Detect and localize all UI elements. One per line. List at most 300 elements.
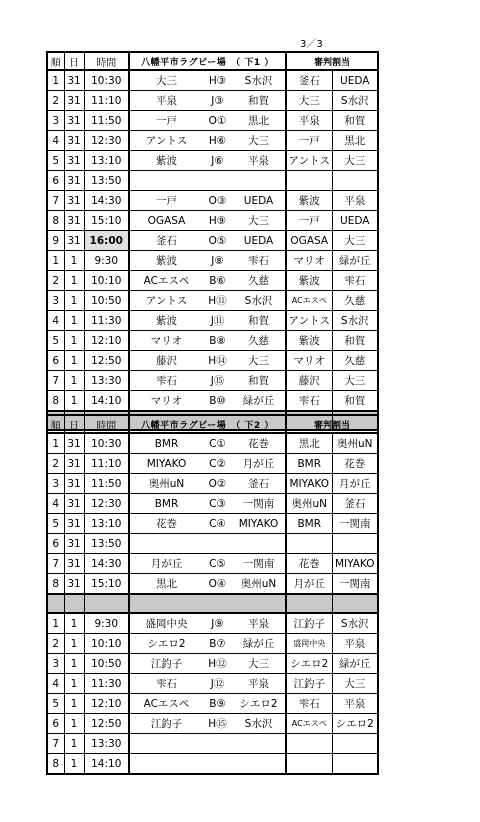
match-code (203, 754, 232, 775)
table-row (47, 734, 378, 754)
home-team: 紫波 (129, 151, 203, 171)
match-day: 31 (64, 191, 84, 211)
col-header-day: 日 (64, 52, 84, 70)
match-code: J⑨ (203, 613, 232, 634)
referee-2: S水沢 (332, 91, 378, 111)
match-code: H⑨ (203, 211, 232, 231)
table-row (47, 433, 378, 454)
table-row (47, 391, 378, 412)
table-row (47, 754, 378, 775)
referee-2 (332, 534, 378, 554)
match-time: 11:30 (84, 311, 129, 331)
match-day: 31 (64, 574, 84, 595)
match-day: 1 (64, 291, 84, 311)
table-row (47, 211, 378, 231)
table-row (47, 131, 378, 151)
match-no: 4 (47, 131, 64, 151)
table-row (47, 494, 378, 514)
match-day: 1 (64, 734, 84, 754)
away-team: 久慈 (232, 331, 286, 351)
table-row (47, 634, 378, 654)
match-no: 7 (47, 554, 64, 574)
referee-2: S水沢 (332, 311, 378, 331)
table-row (47, 694, 378, 714)
match-code: C① (203, 433, 232, 454)
table-row (47, 371, 378, 391)
match-day: 31 (64, 554, 84, 574)
col-header-time: 時間 (84, 415, 129, 433)
match-time: 14:30 (84, 554, 129, 574)
referee-1: 江釣子 (286, 674, 332, 694)
away-team: 大三 (232, 654, 286, 674)
referee-2: 大三 (332, 674, 378, 694)
match-code: O② (203, 474, 232, 494)
match-time: 9:30 (84, 251, 129, 271)
table-row (47, 654, 378, 674)
match-no: 3 (47, 474, 64, 494)
match-time: 12:30 (84, 131, 129, 151)
away-team: 緑が丘 (232, 634, 286, 654)
match-time: 9:30 (84, 613, 129, 634)
referee-1 (286, 754, 332, 775)
match-code: J⑮ (203, 371, 232, 391)
home-team: 江釣子 (129, 714, 203, 734)
match-no: 6 (47, 351, 64, 371)
referee-1: シエロ2 (286, 654, 332, 674)
away-team: 久慈 (232, 271, 286, 291)
match-code: O① (203, 111, 232, 131)
away-team (232, 754, 286, 775)
referee-2: 花巻 (332, 454, 378, 474)
match-day: 1 (64, 251, 84, 271)
table-row (47, 534, 378, 554)
away-team: UEDA (232, 191, 286, 211)
match-day: 1 (64, 613, 84, 634)
match-day: 1 (64, 311, 84, 331)
referee-2: UEDA (332, 70, 378, 91)
referee-1: 一戸 (286, 211, 332, 231)
home-team: 盛岡中央 (129, 613, 203, 634)
referee-1: 平泉 (286, 111, 332, 131)
match-no: 8 (47, 754, 64, 775)
match-code: H⑮ (203, 714, 232, 734)
match-code: H⑫ (203, 654, 232, 674)
match-code: B⑦ (203, 634, 232, 654)
referee-1: BMR (286, 514, 332, 534)
match-day: 31 (64, 514, 84, 534)
match-code: B⑨ (203, 694, 232, 714)
away-team: 黒北 (232, 111, 286, 131)
table-row (47, 714, 378, 734)
match-no: 5 (47, 514, 64, 534)
home-team (129, 171, 203, 191)
home-team: OGASA (129, 211, 203, 231)
referee-1: MIYAKO (286, 474, 332, 494)
away-team: UEDA (232, 231, 286, 251)
away-team: 平泉 (232, 151, 286, 171)
table-row (47, 111, 378, 131)
match-day: 31 (64, 70, 84, 91)
match-no: 8 (47, 211, 64, 231)
match-day: 1 (64, 754, 84, 775)
col-header-day: 日 (64, 415, 84, 433)
match-code: H⑥ (203, 131, 232, 151)
match-time: 10:30 (84, 70, 129, 91)
referee-2: 緑が丘 (332, 251, 378, 271)
match-code: C② (203, 454, 232, 474)
home-team: ACエスペ (129, 694, 203, 714)
referee-2: 和賀 (332, 391, 378, 412)
table-row (47, 331, 378, 351)
match-no: 5 (47, 694, 64, 714)
match-time: 10:50 (84, 654, 129, 674)
table-row (47, 151, 378, 171)
away-team: 和賀 (232, 311, 286, 331)
away-team: シエロ2 (232, 694, 286, 714)
match-day: 1 (64, 371, 84, 391)
match-day: 31 (64, 151, 84, 171)
referee-1: 雫石 (286, 391, 332, 412)
match-day: 31 (64, 171, 84, 191)
home-team: BMR (129, 494, 203, 514)
match-code (203, 534, 232, 554)
referee-2: MIYAKO (332, 554, 378, 574)
match-no: 9 (47, 231, 64, 251)
match-no: 3 (47, 111, 64, 131)
away-team: S水沢 (232, 714, 286, 734)
match-time: 14:30 (84, 191, 129, 211)
match-day: 1 (64, 351, 84, 371)
match-code: C④ (203, 514, 232, 534)
home-team: 雫石 (129, 674, 203, 694)
referee-1: 花巻 (286, 554, 332, 574)
referee-2: 平泉 (332, 694, 378, 714)
match-time: 16:00 (84, 231, 129, 251)
schedule-table-1 (46, 51, 379, 431)
match-time: 11:50 (84, 111, 129, 131)
home-team: 雫石 (129, 371, 203, 391)
referee-1: 紫波 (286, 271, 332, 291)
referee-2: 奥州uN (332, 433, 378, 454)
match-time: 12:50 (84, 714, 129, 734)
match-day: 31 (64, 111, 84, 131)
match-day: 1 (64, 331, 84, 351)
match-code: O③ (203, 191, 232, 211)
away-team: S水沢 (232, 291, 286, 311)
referee-2: UEDA (332, 211, 378, 231)
home-team: 紫波 (129, 311, 203, 331)
schedule-table-2 (46, 414, 379, 775)
referee-2 (332, 734, 378, 754)
referee-2: 一関南 (332, 514, 378, 534)
referee-2: シエロ2 (332, 714, 378, 734)
away-team: 大三 (232, 131, 286, 151)
match-time: 15:10 (84, 211, 129, 231)
match-day: 1 (64, 654, 84, 674)
referee-2: 黒北 (332, 131, 378, 151)
page-number: 3／3 (300, 39, 323, 50)
referee-1: 釜石 (286, 70, 332, 91)
match-day: 31 (64, 474, 84, 494)
home-team: BMR (129, 433, 203, 454)
table-row (47, 171, 378, 191)
away-team: 大三 (232, 351, 286, 371)
match-time: 13:30 (84, 734, 129, 754)
match-time: 13:10 (84, 514, 129, 534)
away-team: 平泉 (232, 613, 286, 634)
referee-2: 久慈 (332, 351, 378, 371)
referee-1: マリオ (286, 251, 332, 271)
match-no: 1 (47, 70, 64, 91)
match-day: 31 (64, 231, 84, 251)
away-team (232, 534, 286, 554)
match-time: 13:30 (84, 371, 129, 391)
table-row (47, 554, 378, 574)
table-row (47, 574, 378, 595)
referee-2: 久慈 (332, 291, 378, 311)
match-code: J⑪ (203, 311, 232, 331)
home-team: ACエスペ (129, 271, 203, 291)
referee-2: 釜石 (332, 494, 378, 514)
home-team (129, 534, 203, 554)
match-code: H③ (203, 70, 232, 91)
referee-1: 盛岡中央 (286, 634, 332, 654)
match-no: 8 (47, 574, 64, 595)
match-no: 4 (47, 674, 64, 694)
referee-1: OGASA (286, 231, 332, 251)
table-row (47, 191, 378, 211)
referee-1: アントス (286, 311, 332, 331)
referee-2: S水沢 (332, 613, 378, 634)
home-team: 大三 (129, 70, 203, 91)
away-team: 一関南 (232, 494, 286, 514)
home-team: シエロ2 (129, 634, 203, 654)
away-team: MIYAKO (232, 514, 286, 534)
referee-1: 黒北 (286, 433, 332, 454)
table-row (47, 474, 378, 494)
match-time: 11:10 (84, 454, 129, 474)
col-header-no: 順 (47, 52, 64, 70)
referee-1 (286, 534, 332, 554)
match-no: 7 (47, 734, 64, 754)
match-time: 11:30 (84, 674, 129, 694)
header-row (47, 415, 378, 433)
referee-1: 紫波 (286, 191, 332, 211)
match-code: J⑥ (203, 151, 232, 171)
home-team: 花巻 (129, 514, 203, 534)
home-team: 平泉 (129, 91, 203, 111)
referee-2 (332, 171, 378, 191)
referee-2: 緑が丘 (332, 654, 378, 674)
referee-2: 雫石 (332, 271, 378, 291)
col-header-time: 時間 (84, 52, 129, 70)
referee-1: 大三 (286, 91, 332, 111)
referee-2: 大三 (332, 231, 378, 251)
referee-1: 奥州uN (286, 494, 332, 514)
match-no: 6 (47, 534, 64, 554)
home-team: マリオ (129, 391, 203, 412)
match-time: 14:10 (84, 754, 129, 775)
match-code: H⑭ (203, 351, 232, 371)
match-day: 1 (64, 694, 84, 714)
header-row (47, 52, 378, 70)
referee-1: 藤沢 (286, 371, 332, 391)
referee-1: 雫石 (286, 694, 332, 714)
match-no: 5 (47, 151, 64, 171)
table-row (47, 311, 378, 331)
match-day: 1 (64, 391, 84, 412)
match-no: 7 (47, 371, 64, 391)
match-time: 11:50 (84, 474, 129, 494)
home-team: 黒北 (129, 574, 203, 595)
match-time: 12:50 (84, 351, 129, 371)
match-no: 8 (47, 391, 64, 412)
table-row (47, 454, 378, 474)
away-team: 緑が丘 (232, 391, 286, 412)
referee-1: 月が丘 (286, 574, 332, 595)
table-row (47, 514, 378, 534)
away-team: 花巻 (232, 433, 286, 454)
away-team: 奥州uN (232, 574, 286, 595)
home-team: 江釣子 (129, 654, 203, 674)
home-team: アントス (129, 291, 203, 311)
table-row (47, 674, 378, 694)
table-row (47, 70, 378, 91)
away-team (232, 734, 286, 754)
referee-1: BMR (286, 454, 332, 474)
referee-1: 江釣子 (286, 613, 332, 634)
away-team: 月が丘 (232, 454, 286, 474)
match-time: 10:30 (84, 433, 129, 454)
match-code (203, 734, 232, 754)
away-team: S水沢 (232, 70, 286, 91)
home-team (129, 754, 203, 775)
referee-1 (286, 734, 332, 754)
match-day: 31 (64, 433, 84, 454)
match-code: J③ (203, 91, 232, 111)
match-code (203, 171, 232, 191)
home-team: アントス (129, 131, 203, 151)
match-code: C③ (203, 494, 232, 514)
table-row (47, 271, 378, 291)
match-no: 6 (47, 171, 64, 191)
away-team: 大三 (232, 211, 286, 231)
match-time: 13:50 (84, 534, 129, 554)
match-day: 31 (64, 534, 84, 554)
match-code: J⑧ (203, 251, 232, 271)
away-team: 一関南 (232, 554, 286, 574)
venue-title: 八幡平市ラグビー場 （ 下1 ） (129, 52, 286, 70)
table-row (47, 91, 378, 111)
match-code: B⑩ (203, 391, 232, 412)
table-row (47, 231, 378, 251)
match-no: 2 (47, 271, 64, 291)
home-team: 藤沢 (129, 351, 203, 371)
referee-2 (332, 754, 378, 775)
match-time: 10:10 (84, 634, 129, 654)
home-team: 月が丘 (129, 554, 203, 574)
match-code: J⑫ (203, 674, 232, 694)
away-team: 和賀 (232, 371, 286, 391)
match-no: 4 (47, 311, 64, 331)
referee-1 (286, 171, 332, 191)
match-day: 1 (64, 674, 84, 694)
referee-1: ACエスペ (286, 714, 332, 734)
referee-1: 紫波 (286, 331, 332, 351)
away-team (232, 171, 286, 191)
match-day: 31 (64, 91, 84, 111)
home-team: 奥州uN (129, 474, 203, 494)
referee-2: 平泉 (332, 634, 378, 654)
match-no: 6 (47, 714, 64, 734)
table-row (47, 291, 378, 311)
away-team: 釜石 (232, 474, 286, 494)
home-team: 一戸 (129, 111, 203, 131)
referee-1: マリオ (286, 351, 332, 371)
referee-2: 大三 (332, 151, 378, 171)
referee-1: アントス (286, 151, 332, 171)
referee-1: ACエスペ (286, 291, 332, 311)
match-code: B⑥ (203, 271, 232, 291)
match-no: 1 (47, 613, 64, 634)
match-time: 10:10 (84, 271, 129, 291)
referee-header: 審判割当 (286, 52, 378, 70)
referee-2: 和賀 (332, 331, 378, 351)
match-time: 14:10 (84, 391, 129, 412)
match-no: 4 (47, 494, 64, 514)
table-row (47, 251, 378, 271)
referee-2: 和賀 (332, 111, 378, 131)
match-day: 31 (64, 211, 84, 231)
home-team: MIYAKO (129, 454, 203, 474)
match-day: 31 (64, 131, 84, 151)
match-time: 13:50 (84, 171, 129, 191)
match-no: 5 (47, 331, 64, 351)
match-day: 1 (64, 271, 84, 291)
match-code: O⑤ (203, 231, 232, 251)
match-no: 2 (47, 454, 64, 474)
match-day: 31 (64, 494, 84, 514)
match-no: 1 (47, 251, 64, 271)
match-code: O④ (203, 574, 232, 595)
referee-2: 大三 (332, 371, 378, 391)
separator-row (47, 594, 378, 613)
home-team: 一戸 (129, 191, 203, 211)
col-header-no: 順 (47, 415, 64, 433)
match-no: 2 (47, 91, 64, 111)
match-time: 12:10 (84, 694, 129, 714)
referee-2: 平泉 (332, 191, 378, 211)
away-team: 和賀 (232, 91, 286, 111)
home-team: 釜石 (129, 231, 203, 251)
match-day: 1 (64, 714, 84, 734)
match-time: 13:10 (84, 151, 129, 171)
match-day: 1 (64, 634, 84, 654)
match-code: C⑤ (203, 554, 232, 574)
match-code: B⑧ (203, 331, 232, 351)
home-team: マリオ (129, 331, 203, 351)
away-team: 雫石 (232, 251, 286, 271)
referee-header: 審判割当 (286, 415, 378, 433)
match-no: 7 (47, 191, 64, 211)
match-no: 3 (47, 654, 64, 674)
match-day: 31 (64, 454, 84, 474)
referee-2: 月が丘 (332, 474, 378, 494)
match-code: H⑪ (203, 291, 232, 311)
match-time: 12:10 (84, 331, 129, 351)
table-row (47, 351, 378, 371)
match-time: 10:50 (84, 291, 129, 311)
